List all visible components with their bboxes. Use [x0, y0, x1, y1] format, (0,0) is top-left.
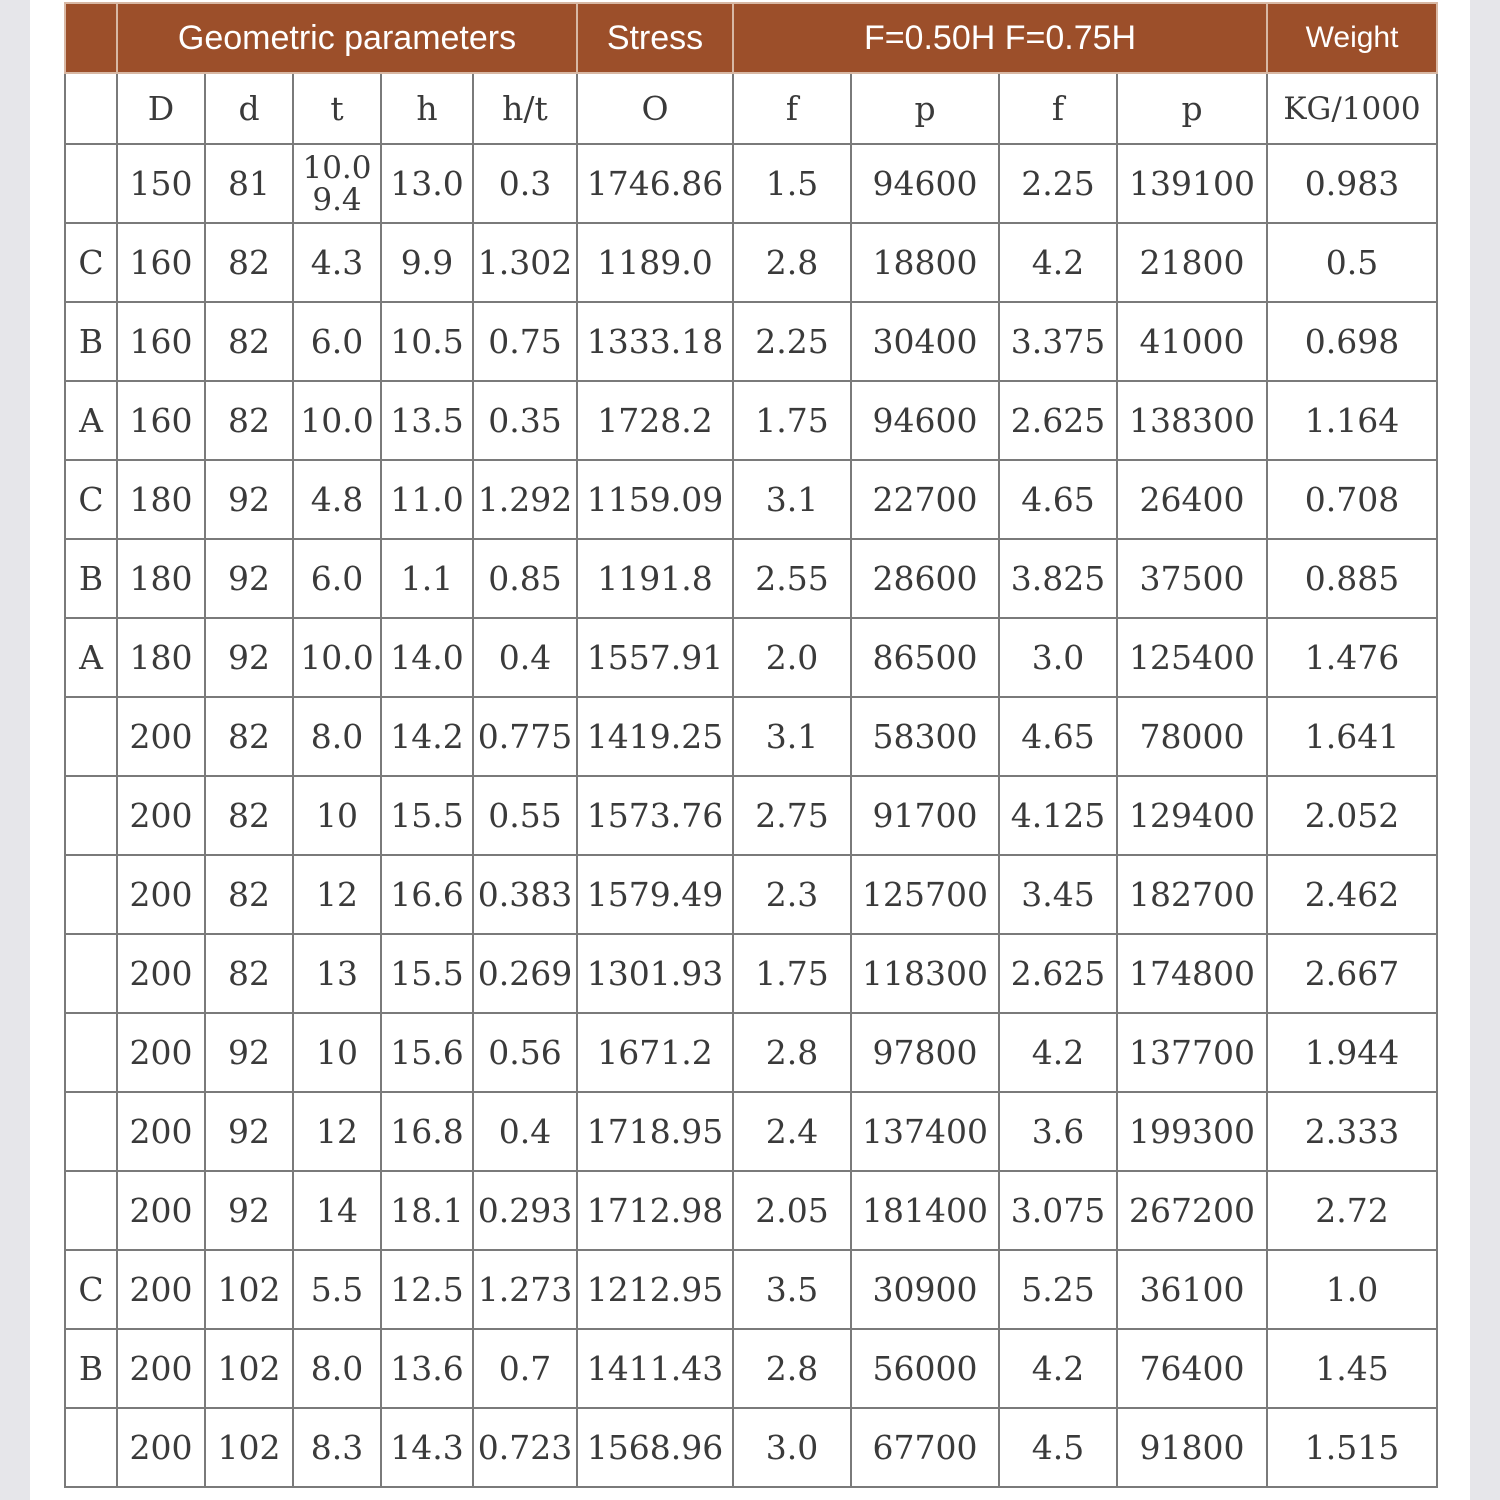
series-cell: C	[65, 1250, 117, 1329]
load-050-cell: 125700	[851, 855, 999, 934]
height-cell: 14.0	[381, 618, 473, 697]
deflection-075-cell: 3.825	[999, 539, 1117, 618]
load-050-cell: 97800	[851, 1013, 999, 1092]
subheader-weight-unit: KG/1000	[1267, 73, 1437, 144]
load-050-cell: 118300	[851, 934, 999, 1013]
load-050-cell: 91700	[851, 776, 999, 855]
load-050-cell: 67700	[851, 1408, 999, 1487]
table-row	[65, 223, 1437, 302]
load-050-cell: 181400	[851, 1171, 999, 1250]
inner-diameter-cell: 92	[205, 1092, 293, 1171]
deflection-050-cell: 2.8	[733, 1329, 851, 1408]
inner-diameter-cell: 102	[205, 1329, 293, 1408]
table-row	[65, 855, 1437, 934]
deflection-075-cell: 4.125	[999, 776, 1117, 855]
height-cell: 9.9	[381, 223, 473, 302]
deflection-050-cell: 1.5	[733, 144, 851, 223]
deflection-075-cell: 3.45	[999, 855, 1117, 934]
load-050-cell: 94600	[851, 144, 999, 223]
stress-cell: 1411.43	[577, 1329, 733, 1408]
deflection-050-cell: 3.5	[733, 1250, 851, 1329]
outer-diameter-cell: 160	[117, 302, 205, 381]
deflection-050-cell: 3.1	[733, 697, 851, 776]
stress-cell: 1718.95	[577, 1092, 733, 1171]
deflection-075-cell: 3.0	[999, 618, 1117, 697]
load-050-cell: 22700	[851, 460, 999, 539]
stress-cell: 1212.95	[577, 1250, 733, 1329]
inner-diameter-cell: 82	[205, 697, 293, 776]
outer-diameter-cell: 200	[117, 1092, 205, 1171]
load-075-cell: 37500	[1117, 539, 1267, 618]
load-075-cell: 174800	[1117, 934, 1267, 1013]
height-cell: 13.5	[381, 381, 473, 460]
weight-cell: 2.462	[1267, 855, 1437, 934]
load-075-cell: 129400	[1117, 776, 1267, 855]
subheader-h: h	[381, 73, 473, 144]
thickness-cell: 5.5	[293, 1250, 381, 1329]
thickness-cell: 14	[293, 1171, 381, 1250]
table-row	[65, 1013, 1437, 1092]
load-075-cell: 36100	[1117, 1250, 1267, 1329]
inner-diameter-cell: 92	[205, 618, 293, 697]
outer-diameter-cell: 200	[117, 1408, 205, 1487]
load-075-cell: 125400	[1117, 618, 1267, 697]
outer-diameter-cell: 200	[117, 697, 205, 776]
height-cell: 14.3	[381, 1408, 473, 1487]
thickness-cell: 10.0	[293, 618, 381, 697]
inner-diameter-cell: 92	[205, 1013, 293, 1092]
deflection-050-cell: 2.0	[733, 618, 851, 697]
table-row	[65, 460, 1437, 539]
deflection-050-cell: 2.8	[733, 1013, 851, 1092]
spec-sheet	[30, 0, 1470, 1500]
load-075-cell: 199300	[1117, 1092, 1267, 1171]
inner-diameter-cell: 82	[205, 223, 293, 302]
subheader-p-050: p	[851, 73, 999, 144]
deflection-075-cell: 2.25	[999, 144, 1117, 223]
load-075-cell: 78000	[1117, 697, 1267, 776]
header-weight: Weight	[1267, 3, 1437, 73]
weight-cell: 0.983	[1267, 144, 1437, 223]
series-cell	[65, 934, 117, 1013]
height-thickness-ratio-cell: 0.723	[473, 1408, 577, 1487]
subheader-p-075: p	[1117, 73, 1267, 144]
inner-diameter-cell: 92	[205, 539, 293, 618]
weight-cell: 2.72	[1267, 1171, 1437, 1250]
thickness-cell: 8.3	[293, 1408, 381, 1487]
table-row	[65, 302, 1437, 381]
height-thickness-ratio-cell: 0.85	[473, 539, 577, 618]
height-cell: 12.5	[381, 1250, 473, 1329]
subheader-D: D	[117, 73, 205, 144]
load-050-cell: 18800	[851, 223, 999, 302]
load-075-cell: 21800	[1117, 223, 1267, 302]
table-row	[65, 934, 1437, 1013]
weight-cell: 1.944	[1267, 1013, 1437, 1092]
stress-cell: 1573.76	[577, 776, 733, 855]
thickness-cell: 6.0	[293, 539, 381, 618]
table-row	[65, 697, 1437, 776]
weight-cell: 0.698	[1267, 302, 1437, 381]
deflection-075-cell: 4.2	[999, 223, 1117, 302]
inner-diameter-cell: 82	[205, 381, 293, 460]
table-body	[65, 144, 1437, 1487]
inner-diameter-cell: 82	[205, 776, 293, 855]
header-stress: Stress	[577, 3, 733, 73]
stress-cell: 1579.49	[577, 855, 733, 934]
height-cell: 14.2	[381, 697, 473, 776]
series-cell: B	[65, 302, 117, 381]
height-cell: 1.1	[381, 539, 473, 618]
weight-cell: 1.164	[1267, 381, 1437, 460]
table-row	[65, 776, 1437, 855]
weight-cell: 1.0	[1267, 1250, 1437, 1329]
outer-diameter-cell: 200	[117, 1250, 205, 1329]
subheader-f-075: f	[999, 73, 1117, 144]
series-cell	[65, 1013, 117, 1092]
table-row	[65, 618, 1437, 697]
deflection-075-cell: 4.2	[999, 1013, 1117, 1092]
height-thickness-ratio-cell: 0.293	[473, 1171, 577, 1250]
stress-cell: 1301.93	[577, 934, 733, 1013]
stress-cell: 1159.09	[577, 460, 733, 539]
weight-cell: 2.052	[1267, 776, 1437, 855]
load-050-cell: 56000	[851, 1329, 999, 1408]
deflection-050-cell: 3.1	[733, 460, 851, 539]
height-cell: 16.8	[381, 1092, 473, 1171]
series-cell: A	[65, 381, 117, 460]
load-075-cell: 76400	[1117, 1329, 1267, 1408]
subheader-blank-cell	[65, 73, 117, 144]
outer-diameter-cell: 160	[117, 223, 205, 302]
load-075-cell: 267200	[1117, 1171, 1267, 1250]
subheader-d: d	[205, 73, 293, 144]
height-thickness-ratio-cell: 0.4	[473, 1092, 577, 1171]
load-075-cell: 41000	[1117, 302, 1267, 381]
outer-diameter-cell: 150	[117, 144, 205, 223]
deflection-075-cell: 2.625	[999, 934, 1117, 1013]
thickness-cell: 12	[293, 855, 381, 934]
stress-cell: 1333.18	[577, 302, 733, 381]
deflection-075-cell: 2.625	[999, 381, 1117, 460]
load-075-cell: 26400	[1117, 460, 1267, 539]
thickness-cell: 6.0	[293, 302, 381, 381]
deflection-050-cell: 2.3	[733, 855, 851, 934]
thickness-cell: 10.0	[293, 381, 381, 460]
deflection-075-cell: 5.25	[999, 1250, 1117, 1329]
series-cell	[65, 144, 117, 223]
stress-cell: 1419.25	[577, 697, 733, 776]
header-load-deflection: F=0.50H F=0.75H	[733, 3, 1267, 73]
weight-cell: 1.515	[1267, 1408, 1437, 1487]
disc-spring-spec-table	[64, 2, 1438, 1488]
thickness-cell: 8.0	[293, 697, 381, 776]
series-cell: C	[65, 460, 117, 539]
height-cell: 18.1	[381, 1171, 473, 1250]
thickness-alt-value: 9.4	[312, 181, 362, 218]
height-cell: 10.5	[381, 302, 473, 381]
load-075-cell: 182700	[1117, 855, 1267, 934]
load-075-cell: 137700	[1117, 1013, 1267, 1092]
header-blank-cell	[65, 3, 117, 73]
stress-cell: 1557.91	[577, 618, 733, 697]
series-cell	[65, 697, 117, 776]
deflection-050-cell: 2.4	[733, 1092, 851, 1171]
load-050-cell: 58300	[851, 697, 999, 776]
weight-cell: 0.708	[1267, 460, 1437, 539]
table-row	[65, 1092, 1437, 1171]
inner-diameter-cell: 92	[205, 460, 293, 539]
deflection-050-cell: 1.75	[733, 381, 851, 460]
series-cell: B	[65, 1329, 117, 1408]
height-cell: 15.5	[381, 934, 473, 1013]
table-row	[65, 1250, 1437, 1329]
load-050-cell: 30900	[851, 1250, 999, 1329]
stress-cell: 1712.98	[577, 1171, 733, 1250]
stress-cell: 1189.0	[577, 223, 733, 302]
load-075-cell: 91800	[1117, 1408, 1267, 1487]
height-thickness-ratio-cell: 1.302	[473, 223, 577, 302]
thickness-value: 10.0	[302, 149, 372, 186]
thickness-cell: 10	[293, 1013, 381, 1092]
stress-cell: 1728.2	[577, 381, 733, 460]
deflection-075-cell: 3.375	[999, 302, 1117, 381]
height-thickness-ratio-cell: 0.775	[473, 697, 577, 776]
table-row	[65, 1329, 1437, 1408]
thickness-cell	[293, 144, 381, 223]
deflection-050-cell: 2.8	[733, 223, 851, 302]
outer-diameter-cell: 200	[117, 1329, 205, 1408]
stress-cell: 1191.8	[577, 539, 733, 618]
outer-diameter-cell: 180	[117, 618, 205, 697]
outer-diameter-cell: 160	[117, 381, 205, 460]
inner-diameter-cell: 82	[205, 855, 293, 934]
outer-diameter-cell: 200	[117, 776, 205, 855]
weight-cell: 2.667	[1267, 934, 1437, 1013]
height-cell: 13.0	[381, 144, 473, 223]
height-cell: 15.5	[381, 776, 473, 855]
deflection-075-cell: 3.6	[999, 1092, 1117, 1171]
thickness-cell: 13	[293, 934, 381, 1013]
series-cell	[65, 1408, 117, 1487]
series-cell	[65, 1092, 117, 1171]
stress-cell: 1746.86	[577, 144, 733, 223]
outer-diameter-cell: 200	[117, 1013, 205, 1092]
deflection-050-cell: 1.75	[733, 934, 851, 1013]
table-row	[65, 381, 1437, 460]
subheader-f-050: f	[733, 73, 851, 144]
load-050-cell: 28600	[851, 539, 999, 618]
load-075-cell: 139100	[1117, 144, 1267, 223]
height-thickness-ratio-cell: 0.55	[473, 776, 577, 855]
height-thickness-ratio-cell: 0.7	[473, 1329, 577, 1408]
subheader-stress: O	[577, 73, 733, 144]
series-cell	[65, 776, 117, 855]
subheader-h-over-t: h/t	[473, 73, 577, 144]
stress-cell: 1671.2	[577, 1013, 733, 1092]
table-row	[65, 539, 1437, 618]
thickness-cell: 4.3	[293, 223, 381, 302]
inner-diameter-cell: 82	[205, 302, 293, 381]
load-050-cell: 137400	[851, 1092, 999, 1171]
subheader-t: t	[293, 73, 381, 144]
thickness-cell: 8.0	[293, 1329, 381, 1408]
deflection-075-cell: 4.5	[999, 1408, 1117, 1487]
series-cell	[65, 1171, 117, 1250]
outer-diameter-cell: 180	[117, 460, 205, 539]
load-075-cell: 138300	[1117, 381, 1267, 460]
height-thickness-ratio-cell: 0.35	[473, 381, 577, 460]
table-row	[65, 1171, 1437, 1250]
inner-diameter-cell: 92	[205, 1171, 293, 1250]
stress-cell: 1568.96	[577, 1408, 733, 1487]
weight-cell: 2.333	[1267, 1092, 1437, 1171]
height-cell: 11.0	[381, 460, 473, 539]
height-thickness-ratio-cell: 0.4	[473, 618, 577, 697]
inner-diameter-cell: 102	[205, 1250, 293, 1329]
header-group-row	[65, 3, 1437, 73]
outer-diameter-cell: 180	[117, 539, 205, 618]
inner-diameter-cell: 102	[205, 1408, 293, 1487]
height-thickness-ratio-cell: 1.292	[473, 460, 577, 539]
outer-diameter-cell: 200	[117, 855, 205, 934]
series-cell: B	[65, 539, 117, 618]
deflection-075-cell: 4.2	[999, 1329, 1117, 1408]
deflection-050-cell: 2.55	[733, 539, 851, 618]
thickness-cell: 10	[293, 776, 381, 855]
height-thickness-ratio-cell: 0.383	[473, 855, 577, 934]
series-cell: A	[65, 618, 117, 697]
weight-cell: 1.641	[1267, 697, 1437, 776]
weight-cell: 0.5	[1267, 223, 1437, 302]
deflection-050-cell: 2.75	[733, 776, 851, 855]
inner-diameter-cell: 81	[205, 144, 293, 223]
height-thickness-ratio-cell: 0.56	[473, 1013, 577, 1092]
deflection-075-cell: 4.65	[999, 460, 1117, 539]
header-subcolumn-row	[65, 73, 1437, 144]
table-header	[65, 3, 1437, 144]
height-cell: 16.6	[381, 855, 473, 934]
deflection-050-cell: 2.25	[733, 302, 851, 381]
deflection-075-cell: 3.075	[999, 1171, 1117, 1250]
height-thickness-ratio-cell: 0.269	[473, 934, 577, 1013]
height-thickness-ratio-cell: 0.3	[473, 144, 577, 223]
outer-diameter-cell: 200	[117, 934, 205, 1013]
deflection-050-cell: 3.0	[733, 1408, 851, 1487]
deflection-075-cell: 4.65	[999, 697, 1117, 776]
height-cell: 13.6	[381, 1329, 473, 1408]
weight-cell: 1.45	[1267, 1329, 1437, 1408]
thickness-cell: 12	[293, 1092, 381, 1171]
height-thickness-ratio-cell: 0.75	[473, 302, 577, 381]
height-cell: 15.6	[381, 1013, 473, 1092]
load-050-cell: 86500	[851, 618, 999, 697]
thickness-cell: 4.8	[293, 460, 381, 539]
height-thickness-ratio-cell: 1.273	[473, 1250, 577, 1329]
inner-diameter-cell: 82	[205, 934, 293, 1013]
load-050-cell: 94600	[851, 381, 999, 460]
table-row	[65, 1408, 1437, 1487]
weight-cell: 1.476	[1267, 618, 1437, 697]
deflection-050-cell: 2.05	[733, 1171, 851, 1250]
series-cell	[65, 855, 117, 934]
load-050-cell: 30400	[851, 302, 999, 381]
outer-diameter-cell: 200	[117, 1171, 205, 1250]
series-cell: C	[65, 223, 117, 302]
header-geometric-parameters: Geometric parameters	[117, 3, 577, 73]
weight-cell: 0.885	[1267, 539, 1437, 618]
table-row	[65, 144, 1437, 223]
